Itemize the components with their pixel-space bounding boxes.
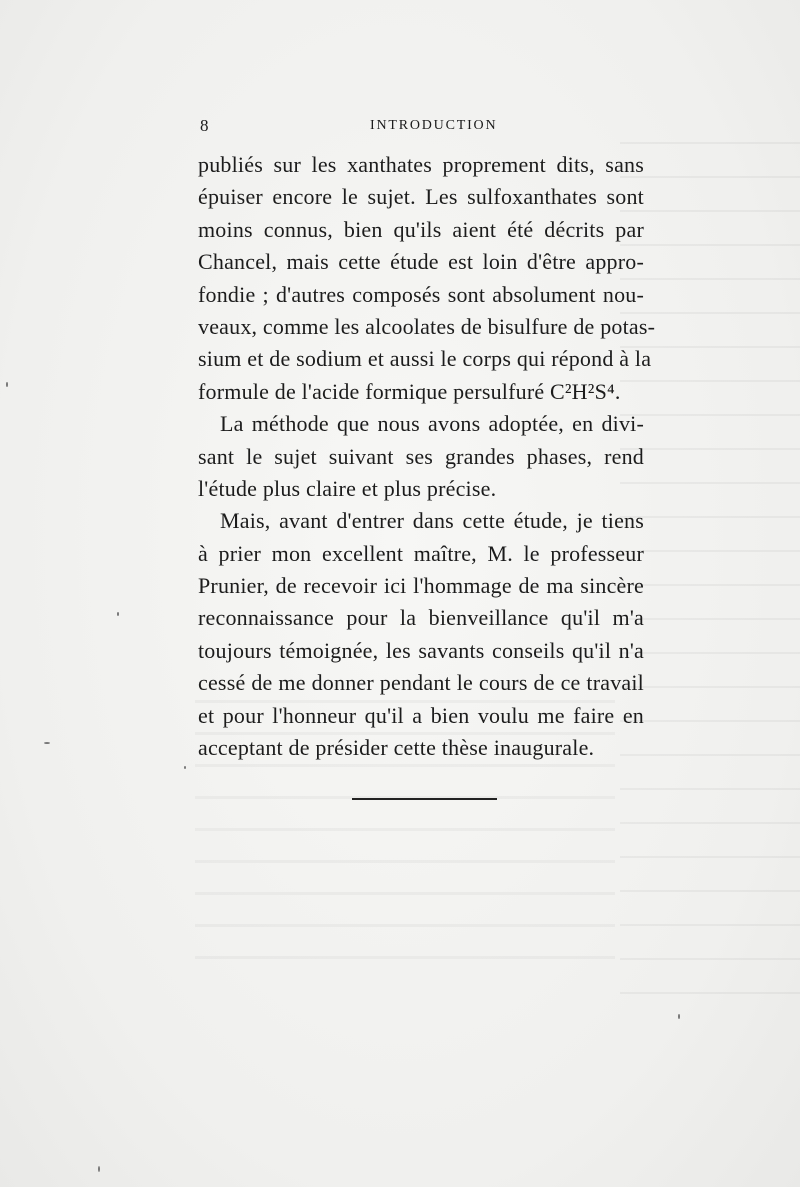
paragraph-3 bbox=[198, 505, 644, 764]
text-line: Prunier, de recevoir ici l'hommage de ma sincère bbox=[198, 573, 644, 599]
text-line: La méthode que nous avons adoptée, en divi- bbox=[220, 411, 644, 437]
text-line: l'étude plus claire et plus précise. bbox=[198, 475, 497, 501]
running-title: INTRODUCTION bbox=[370, 118, 498, 133]
text-line: moins connus, bien qu'ils aient été décrits par bbox=[198, 216, 644, 242]
text-line: cessé de me donner pendant le cours de ce travail bbox=[198, 670, 644, 696]
body-text bbox=[198, 149, 656, 764]
text-line: épuiser encore le sujet. Les sulfoxanthates sont bbox=[198, 184, 644, 210]
paper-speck bbox=[98, 1166, 100, 1172]
text-line: Mais, avant d'entrer dans cette étude, je tiens bbox=[220, 508, 644, 534]
running-head bbox=[200, 116, 640, 140]
text-line: publiés sur les xanthates proprement dits, sans bbox=[198, 152, 644, 177]
paper-speck bbox=[678, 1014, 680, 1019]
text-line: à prier mon excellent maître, M. le professeur bbox=[198, 540, 644, 566]
text-line: sium et de sodium et aussi le corps qui répond à la bbox=[198, 346, 652, 372]
text-line: fondie ; d'autres composés sont absolument nou- bbox=[198, 281, 644, 307]
text-line: acceptant de présider cette thèse inaugurale. bbox=[198, 735, 595, 761]
text-line: formule de l'acide formique persulfuré C²H²S⁴. bbox=[198, 378, 621, 404]
paper-speck bbox=[6, 382, 8, 387]
page-number: 8 bbox=[200, 116, 209, 135]
text-line: Chancel, mais cette étude est loin d'être appro- bbox=[198, 249, 644, 275]
text-line: toujours témoignée, les savants conseils qu'il n'a bbox=[198, 637, 644, 663]
paragraph-2 bbox=[198, 408, 644, 505]
bleed-through-text bbox=[620, 120, 800, 1000]
text-line: reconnaissance pour la bienveillance qu'il m'a bbox=[198, 605, 644, 631]
text-line: et pour l'honneur qu'il a bien voulu me faire en bbox=[198, 702, 644, 728]
paragraph-1 bbox=[198, 149, 656, 408]
text-line: veaux, comme les alcoolates de bisulfure de potas- bbox=[198, 313, 656, 339]
paper-speck bbox=[117, 612, 119, 616]
section-end-rule bbox=[352, 798, 497, 800]
paper-speck bbox=[44, 742, 50, 744]
paper-speck bbox=[184, 766, 186, 769]
text-line: sant le sujet suivant ses grandes phases, rend bbox=[198, 443, 644, 469]
